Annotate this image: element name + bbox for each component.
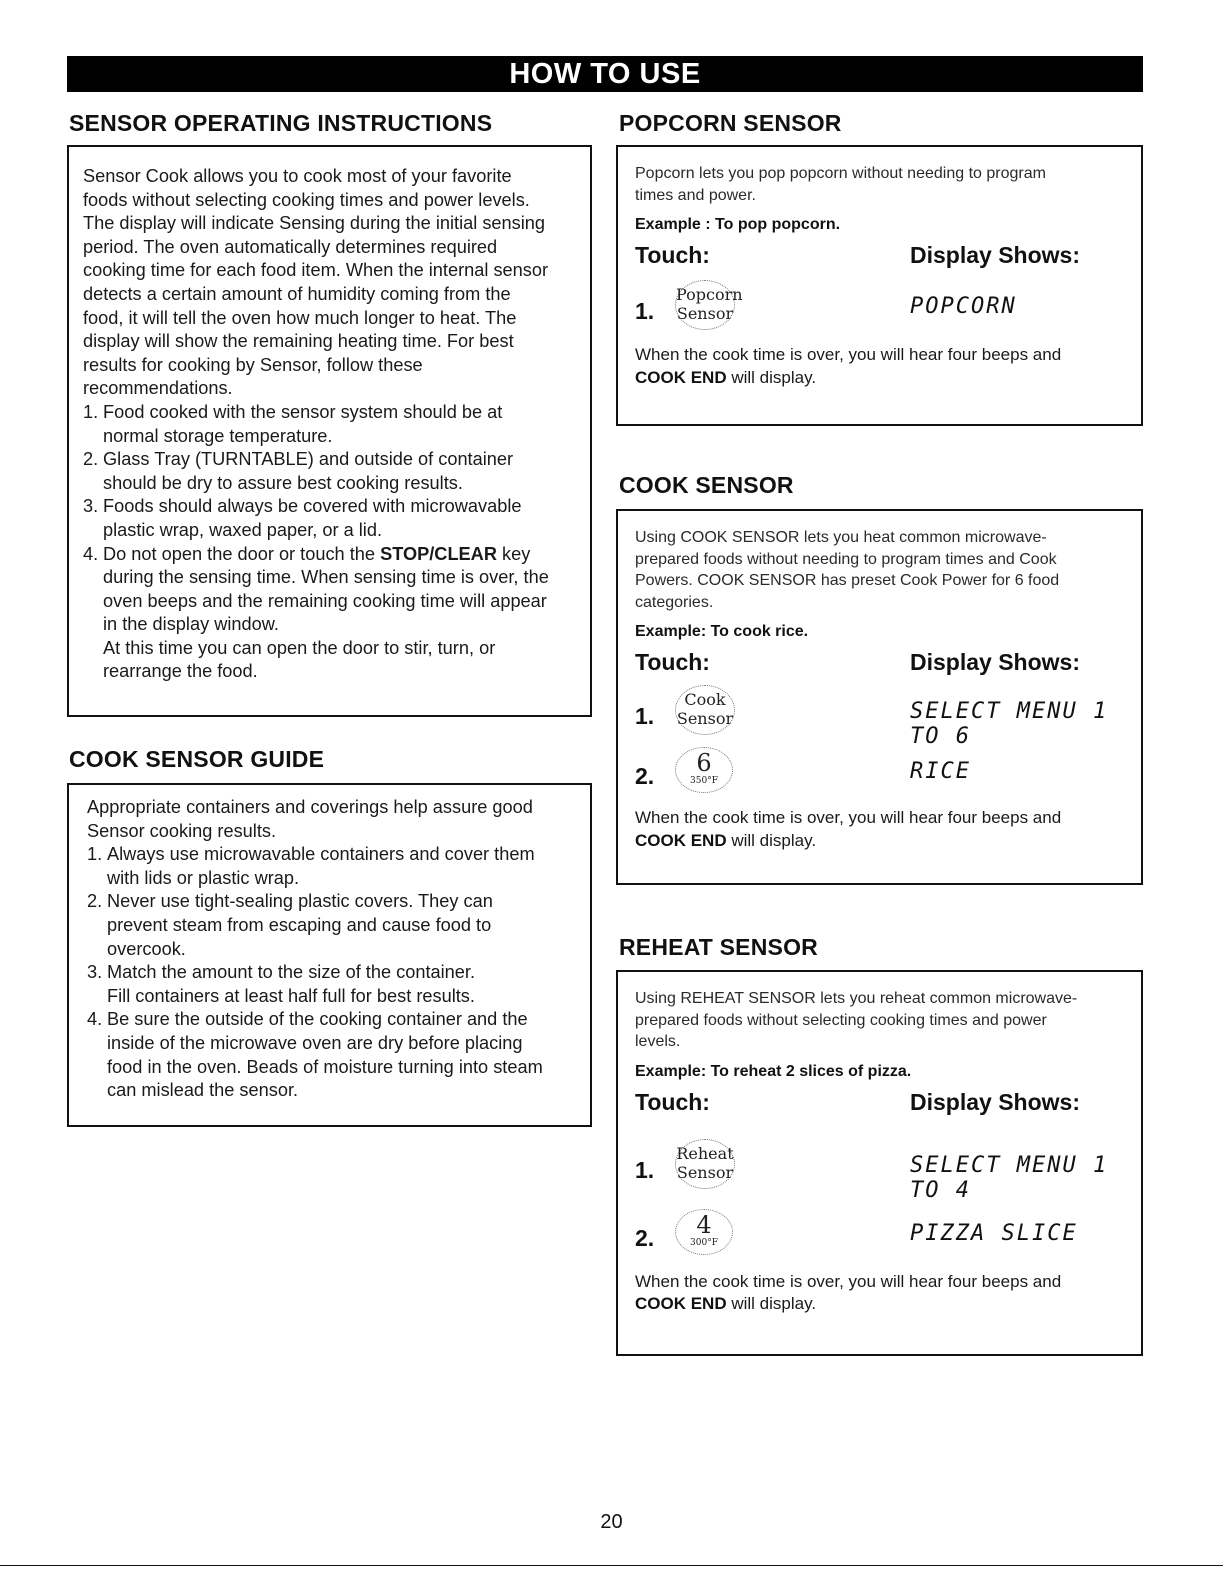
item-number: 1. [83,401,99,422]
reheat-sensor-box [616,970,1143,1356]
key-digit: 6 [696,749,712,777]
text-line: period. The oven automatically determines required [83,236,498,257]
text-line: Popcorn lets you pop popcorn without needing to program [635,165,1046,182]
text-line: categories. [635,593,714,611]
text-line: Sensor Cook allows you to cook most of your favorite [83,166,512,186]
sensor-instructions-intro [83,165,580,401]
step-number: 1. [635,703,655,729]
key-label-bottom: Sensor [676,1162,734,1182]
item-number: 2. [83,449,99,470]
key-label-bottom: Sensor [676,709,734,728]
reheat-step-2 [635,1207,1131,1267]
text-line: normal storage temperature. [103,425,333,446]
list-item [83,495,580,542]
text-line: Be sure the outside of the cooking container and the [107,1009,528,1030]
text-line [635,1293,1131,1316]
reheat-example: Example: To reheat 2 slices of pizza. [635,1062,912,1080]
cook-end-label: COOK END [635,1294,727,1313]
step-number: 1. [635,298,655,324]
key-label-top: Popcorn [676,285,743,304]
text-line: detects a certain amount of humidity coming from the [83,283,511,304]
text-line: Powers. COOK SENSOR has preset Cook Power for 6 food [635,572,1060,589]
step-number: 2. [635,763,655,789]
text-line: At this time you can open the door to stir, turn, or [103,637,496,658]
text-line: can mislead the sensor. [107,1080,299,1101]
key-label-top: Cook [684,690,726,709]
list-item [87,890,580,961]
lcd-display-text: RICE [910,759,971,784]
lcd-display-text: SELECT MENU 1 TO 6 [910,699,1109,749]
popcorn-sensor-heading: POPCORN SENSOR [619,110,842,136]
text-line: Glass Tray (TURNTABLE) and outside of container [103,449,514,470]
lcd-display-text: PIZZA SLICE [910,1220,1078,1246]
text-line: When the cook time is over, you will hear four beeps and [635,1271,1062,1291]
popcorn-sensor-box [616,145,1143,426]
cook-sensor-key-icon [675,685,735,735]
text-line: should be dry to assure best cooking results. [103,472,463,493]
text-fragment: key [496,543,531,564]
text-line [635,830,1131,853]
item-number: 3. [83,496,99,517]
text-line: When the cook time is over, you will hear four beeps and [635,345,1062,364]
list-item [83,543,580,685]
text-fragment: will display. [726,830,817,850]
popcorn-table-header [635,242,1131,278]
text-line: Food cooked with the sensor system should be at [103,401,503,422]
key-digit: 4 [696,1210,712,1239]
cook-end-label: COOK END [635,830,727,850]
text-line: Always use microwavable containers and cover them [107,844,535,865]
text-line: Match the amount to the size of the container. [107,962,476,983]
text-fragment: will display. [726,1294,817,1313]
text-line: Never use tight-sealing plastic covers. They can [107,891,493,912]
text-line: recommendations. [83,378,233,399]
text-line: levels. [635,1033,681,1050]
cook-table-header [635,649,1131,685]
text-line [103,543,580,567]
text-line: prepared foods without needing to program times and Cook [635,550,1057,568]
cook-end-label: COOK END [635,367,727,387]
list-item [83,401,580,448]
text-line: during the sensing time. When sensing time is over, the [103,567,549,588]
text-line [635,367,1131,390]
page-header-banner: HOW TO USE [67,56,1143,92]
cook-example: Example: To cook rice. [635,623,809,640]
number-4-key-icon [675,1209,733,1255]
text-line: inside of the microwave oven are dry before placing [107,1032,523,1053]
cook-sensor-heading: COOK SENSOR [619,472,794,498]
popcorn-intro [635,163,1131,206]
text-line: prevent steam from escaping and cause food to [107,914,492,935]
step-number: 1. [635,1156,655,1183]
text-line: cooking time for each food item. When the internal sensor [83,260,549,281]
text-line: with lids or plastic wrap. [107,867,300,888]
guide-list [87,843,580,1103]
sensor-instructions-heading: SENSOR OPERATING INSTRUCTIONS [69,110,493,136]
text-line: Sensor cooking results. [87,820,277,841]
display-shows-label: Display Shows: [910,242,1080,268]
text-line: Foods should always be covered with microwavable [103,496,522,517]
text-line: in the display window. [103,614,279,635]
reheat-intro [635,988,1131,1053]
number-6-key-icon [675,747,733,793]
step-number: 2. [635,1224,655,1251]
item-number: 1. [87,844,103,865]
display-shows-label: Display Shows: [910,1088,1080,1115]
key-temperature: 350°F [690,776,718,786]
reheat-end-note [635,1271,1131,1316]
key-temperature: 300°F [690,1237,718,1248]
item-number: 4. [87,1009,103,1030]
text-line: Appropriate containers and coverings help assure good [87,797,533,817]
text-line: Using REHEAT SENSOR lets you reheat common microwave- [635,990,1078,1007]
cook-sensor-guide-box [67,783,592,1127]
text-line: oven beeps and the remaining cooking time will appear [103,590,547,611]
cook-sensor-guide-heading: COOK SENSOR GUIDE [69,746,325,772]
popcorn-step-1 [635,280,1131,340]
text-line: plastic wrap, waxed paper, or a lid. [103,519,383,540]
text-line: food, it will tell the oven how much longer to heat. The [83,307,517,328]
text-line: food in the oven. Beads of moisture turning into steam [107,1056,543,1077]
list-item [87,1008,580,1102]
lcd-display-text: POPCORN [910,294,1017,319]
text-fragment: will display. [726,367,817,387]
text-line: display will show the remaining heating time. For best [83,331,514,352]
lcd-display-text: SELECT MENU 1 TO 4 [910,1152,1109,1203]
key-label-top: Reheat [676,1143,734,1163]
item-number: 2. [87,891,103,912]
key-label-bottom: Sensor [676,304,734,323]
touch-label: Touch: [635,1088,710,1115]
reheat-sensor-heading: REHEAT SENSOR [619,934,818,960]
text-line: rearrange the food. [103,661,258,682]
reheat-sensor-key-icon [675,1139,735,1189]
stop-clear-key-label: STOP/CLEAR [380,543,497,564]
list-item [87,961,580,1008]
page-number: 20 [600,1511,623,1533]
popcorn-example: Example : To pop popcorn. [635,216,841,233]
popcorn-sensor-key-icon [675,280,743,330]
text-line: overcook. [107,938,186,959]
text-line: times and power. [635,186,756,204]
reheat-table-header [635,1089,1131,1125]
text-fragment: Do not open the door or touch the [103,543,381,564]
item-number: 4. [83,543,99,564]
text-line: The display will indicate Sensing during the initial sensing [83,213,546,234]
touch-label: Touch: [635,242,710,268]
bottom-rule [0,1565,1223,1566]
list-item [83,448,580,495]
text-line: foods without selecting cooking times and power levels. [83,189,530,210]
reheat-step-1 [635,1139,1131,1203]
text-line: prepared foods without selecting cooking times and power [635,1011,1047,1029]
text-line: Fill containers at least half full for best results. [107,985,475,1006]
display-shows-label: Display Shows: [910,649,1080,675]
cook-end-note [635,807,1131,852]
popcorn-end-note [635,344,1131,389]
item-number: 3. [87,962,103,983]
touch-label: Touch: [635,649,710,675]
cook-intro [635,527,1131,613]
guide-intro [87,796,580,843]
cook-step-1 [635,685,1131,749]
text-line: When the cook time is over, you will hear four beeps and [635,808,1062,827]
sensor-instructions-box [67,145,592,717]
sensor-instructions-list [83,401,580,684]
text-line: Using COOK SENSOR lets you heat common microwave- [635,529,1047,546]
list-item [87,843,580,890]
text-line: results for cooking by Sensor, follow these [83,354,423,375]
cook-sensor-box [616,509,1143,885]
cook-step-2 [635,745,1131,805]
